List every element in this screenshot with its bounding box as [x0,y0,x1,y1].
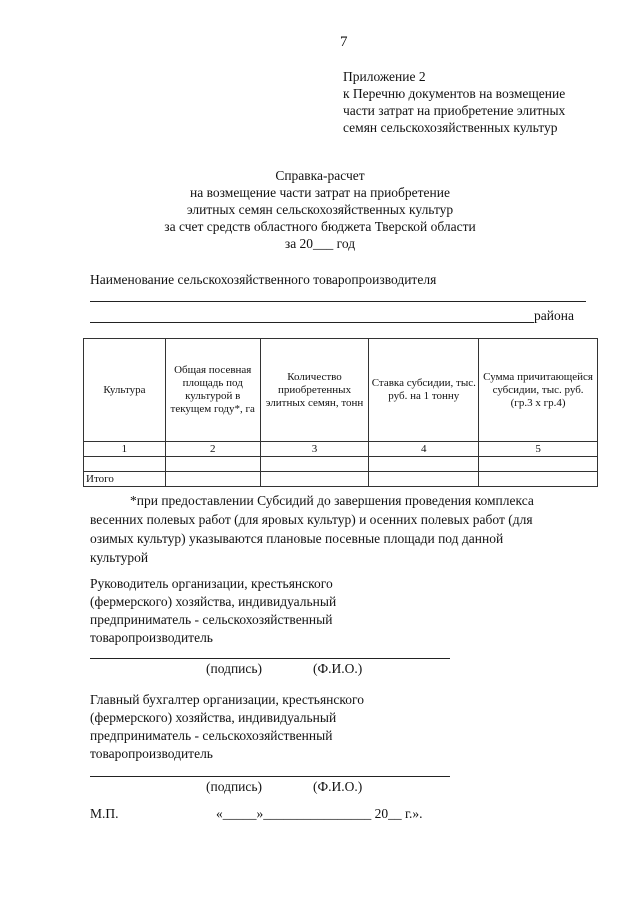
footnote [90,491,590,567]
district-suffix: района [534,308,574,323]
accountant-sign-label: (подпись) [206,779,263,794]
table-cell [165,472,260,487]
signer-title-line: (фермерского) хозяйства, индивидуальный [90,710,337,725]
calculation-table [83,338,598,487]
accountant-name-label: (Ф.И.О.) [313,779,363,794]
district-line [90,322,534,323]
title-line: за 20___ год [284,236,356,251]
page-number: 7 [340,34,348,50]
head-name-label: (Ф.И.О.) [313,661,363,676]
footnote-line: весенних полевых работ (для яровых культур) и осенних полевых работ (для [90,512,533,527]
table-cell [84,457,166,472]
head-signature-line [90,658,450,659]
header-area: Общая посевная площадь под культурой в текущем году*, га [165,339,260,442]
header-subsidy-sum: Сумма причитающейся субсидии, тыс. руб. (гр.3 х гр.4) [479,339,598,442]
appendix-line: части затрат на приобретение элитных [343,103,566,118]
appendix-line: семян сельскохозяйственных культур [343,120,558,135]
title-line: Справка-расчет [275,168,365,183]
signer-title-line: предприниматель - сельскохозяйственный [90,612,333,627]
document-title [0,167,640,252]
total-label: Итого [84,472,166,487]
title-line: элитных семян сельскохозяйственных культур [186,202,454,217]
table-cell [369,457,479,472]
col-number: 5 [479,442,598,457]
stamp-label: М.П. [90,806,119,821]
title-line: на возмещение части затрат на приобретение [190,185,450,200]
table-column-numbers-row [84,442,598,457]
accountant-signature-line [90,776,450,777]
footnote-line: *при предоставлении Субсидий до завершения проведения комплекса [130,493,534,508]
header-seeds-amount: Количество приобретенных элитных семян, тонн [260,339,369,442]
head-sign-label: (подпись) [206,661,263,676]
title-line: за счет средств областного бюджета Тверской области [164,219,476,234]
table-row [84,457,598,472]
signer-title-line: Руководитель организации, крестьянского [90,576,333,591]
producer-label: Наименование сельскохозяйственного товаропроизводителя [90,272,437,287]
table-cell [369,472,479,487]
accountant-signature-block [90,691,364,763]
col-number: 4 [369,442,479,457]
head-signature-block [90,575,336,647]
appendix-line: к Перечню документов на возмещение [343,86,566,101]
col-number: 2 [165,442,260,457]
table-cell [479,472,598,487]
table-header-row [84,339,598,442]
table-cell [165,457,260,472]
producer-name-line [90,301,586,302]
footnote-line: культурой [90,550,149,565]
header-culture: Культура [84,339,166,442]
signer-title-line: предприниматель - сельскохозяйственный [90,728,333,743]
header-subsidy-rate: Ставка субсидии, тыс. руб. на 1 тонну [369,339,479,442]
table-cell [260,457,369,472]
signer-title-line: (фермерского) хозяйства, индивидуальный [90,594,337,609]
signer-title-line: товаропроизводитель [90,630,213,645]
table-total-row [84,472,598,487]
footnote-line: озимых культур) указываются плановые посевные площади под данной [90,531,504,546]
signer-title-line: Главный бухгалтер организации, крестьянского [90,692,364,707]
col-number: 1 [84,442,166,457]
table-cell [260,472,369,487]
table-cell [479,457,598,472]
date-line: «_____»________________ 20__ г.». [216,806,423,821]
signer-title-line: товаропроизводитель [90,746,213,761]
appendix-line: Приложение 2 [343,69,426,84]
appendix-reference [343,68,565,136]
col-number: 3 [260,442,369,457]
